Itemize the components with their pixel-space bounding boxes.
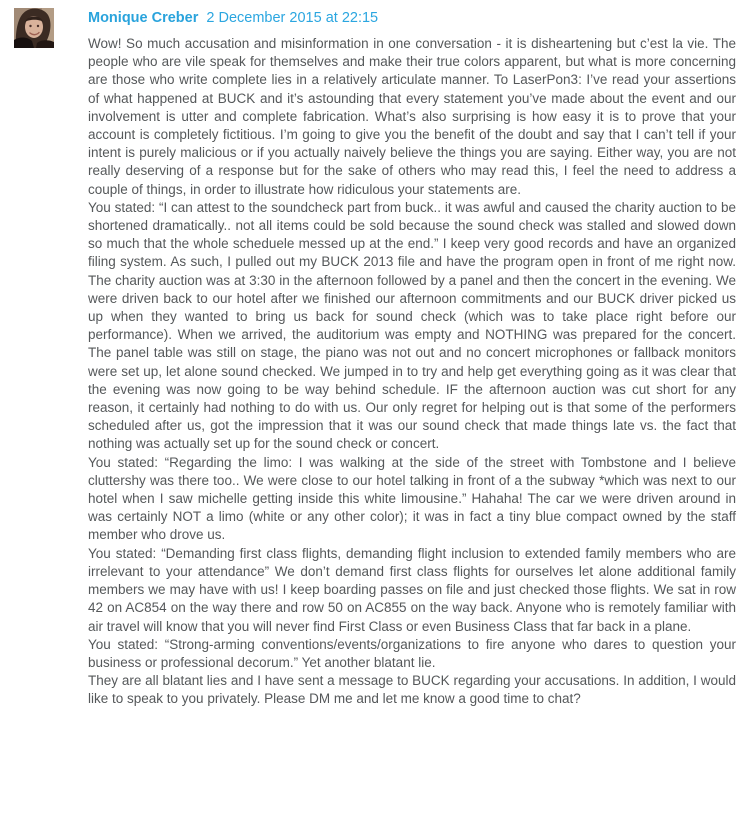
comment-content bbox=[88, 8, 736, 709]
comment-paragraph: You stated: “Strong-arming conventions/events/organizations to fire anyone who dares to question your business or professional decorum.” Yet another blatant lie. bbox=[88, 636, 736, 670]
comment-paragraph: Wow! So much accusation and misinformation in one conversation - it is disheartening but c’est la vie. The people who are vile speak for themselves and make their true colors apparent, but what is more concerning are those who write complete lies in a relatively articulate manner. To LaserPon3: I’ve read your assertions of what happened at BUCK and it’s astounding that every statement you’ve made about the event and our involvement is utter and complete fabrication. What’s also surprising is how easy it is to prove that your account is completely fictitious. I’m going to give you the benefit of the doubt and say that I can’t tell if your intent is purely malicious or if you actually naively believe the things you are saying. Either way, you are not really deserving of a response but for the sake of others who may read this, I feel the need to address a couple of things, in order to illustrate how ridiculous your statements are. bbox=[88, 36, 736, 197]
comment-body bbox=[88, 35, 736, 709]
comment-paragraph: They are all blatant lies and I have sent a message to BUCK regarding your accusations. In addition, I would like to speak to you privately. Please DM me and let me know a good time to chat? bbox=[88, 673, 736, 707]
avatar-image bbox=[14, 8, 54, 48]
comment-header bbox=[88, 8, 736, 28]
timestamp-link[interactable]: 2 December 2015 at 22:15 bbox=[206, 10, 379, 26]
comment-paragraph: You stated: “Regarding the limo: I was walking at the side of the street with Tombstone and I believe cluttershy was there too.. We were close to our hotel talking in front of a the subway *which was next to our hotel when I saw michelle getting inside this white limousine.” Hahaha! The car we were driven around in was certainly NOT a limo (white or any other color); it was in fact a tiny blue compact owned by the staff member who drove us. bbox=[88, 454, 736, 543]
comment-paragraph: You stated: “I can attest to the soundcheck part from buck.. it was awful and caused the charity auction to be shortened dramatically.. not all items could be sold because the sound check was stalled and slowed down so much that the whole scheduele messed up at the end.” I keep very good records and have an organized filing system. As such, I pulled out my BUCK 2013 file and have the program open in front of me right now. The charity auction was at 3:30 in the afternoon followed by a panel and then the concert in the evening. We were driven back to our hotel after we finished our afternoon commitments and our BUCK driver picked us up when they wanted to bring us back for sound check (which was to take place right before our performance). When we arrived, the auditorium was empty and NOTHING was prepared for the concert. The panel table was still on stage, the piano was not out and no concert microphones or fallback monitors were set up, let alone sound checked. We jumped in to try and help get everything going as it was clear that the evening was now going to be way behind schedule. IF the afternoon auction was cut short for any reason, it certainly had nothing to do with us. Our only regret for helping out is that some of the performers scheduled after us, got the impression that it was our sound check that made things late vs. the fact that nothing was actually set up for the sound check or concert. bbox=[88, 199, 736, 452]
comment-paragraph: You stated: “Demanding first class flights, demanding flight inclusion to extended family members who are irrelevant to your attendance” We don’t demand first class flights for ourselves let alone additional family members we may have with us! I keep boarding passes on file and just checked those flights. We sat in row 42 on AC854 on the way there and row 50 on AC855 on the way back. Anyone who is remotely familiar with air travel will know that you will never find First Class or even Business Class that far back in a plane. bbox=[88, 545, 736, 634]
author-link[interactable]: Monique Creber bbox=[88, 10, 199, 26]
avatar[interactable] bbox=[14, 8, 54, 48]
